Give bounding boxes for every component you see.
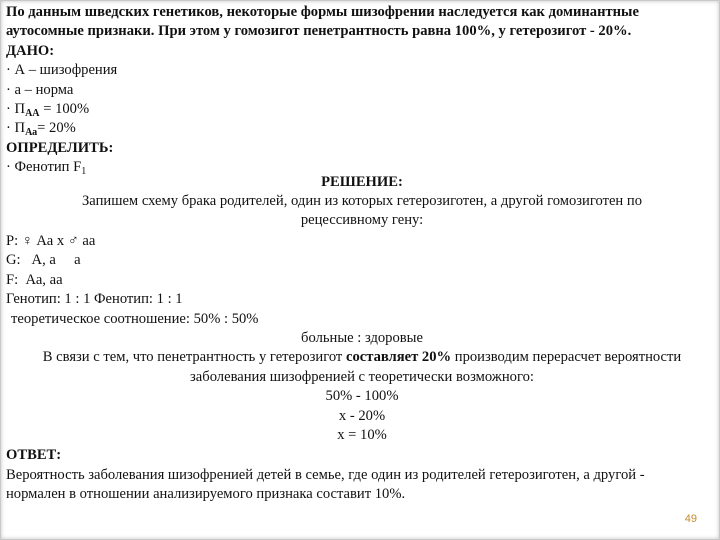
parents-line: P: ♀ Аа x ♂ аа (6, 232, 96, 249)
given-item-dominant: · А – шизофрения (6, 62, 118, 79)
recalc-line-2: заболевания шизофренией с теоретически возможного: (190, 368, 534, 385)
scheme-line-2: рецессивному гену: (300, 212, 424, 229)
answer-line-2: нормален в отношении анализируемого признака составит 10%. (6, 486, 406, 503)
offspring-line: F: Аа, аа (6, 271, 63, 288)
bullet: · (6, 62, 11, 79)
bullet: · (6, 159, 11, 176)
given-item-recessive: · а – норма (6, 81, 74, 98)
intro-line-1: По данным шведских генетиков, некоторые формы шизофрении наследуется как доминантные (6, 4, 639, 20)
sick-healthy-line: больные : здоровые (301, 329, 423, 346)
gametes-line: G: А, а а (6, 252, 81, 269)
answer-heading: ОТВЕТ: (6, 447, 62, 464)
recalc-line-1: В связи с тем, что пенетрантность у гетерозигот составляет 20% производим перерасчет вероятности (42, 349, 682, 366)
find-item: · Фенотип $F_1$ (6, 159, 87, 178)
find-heading: ОПРЕДЕЛИТЬ: (6, 139, 114, 156)
slide-content (6, 3, 718, 505)
theory-line: теоретическое соотношение: 50% : 50% (11, 310, 259, 327)
solution-heading: РЕШЕНИЕ: (321, 173, 403, 190)
page-number: 49 (684, 513, 697, 525)
bullet: · (6, 120, 11, 137)
intro-line-2: аутосомные признаки. При этом у гомозигот пенетрантность равна 100%, у гетерозигот - 20%. (6, 23, 632, 40)
calc-line-2: х - 20% (338, 407, 386, 424)
bullet: · (6, 101, 11, 118)
answer-line-1: Вероятность заболевания шизофренией детей в семье, где один из родителей гетерозиготен, а другой - (6, 466, 645, 483)
given-heading: ДАНО: (6, 42, 55, 59)
calc-line-3: х = 10% (337, 426, 387, 443)
scheme-line-1: Запишем схему брака родителей, один из которых гетерозиготен, а другой гомозиготен по (82, 193, 642, 210)
given-penetrance-heterozygous: · $П_{Аа}= 20\%$ (6, 120, 76, 139)
given-penetrance-homozygous: · $П_{АА} = 100\%$ (6, 101, 90, 120)
calc-line-1: 50% - 100% (325, 388, 399, 405)
bullet: · (6, 81, 11, 98)
ratio-line: Генотип: 1 : 1 Фенотип: 1 : 1 (6, 291, 183, 308)
